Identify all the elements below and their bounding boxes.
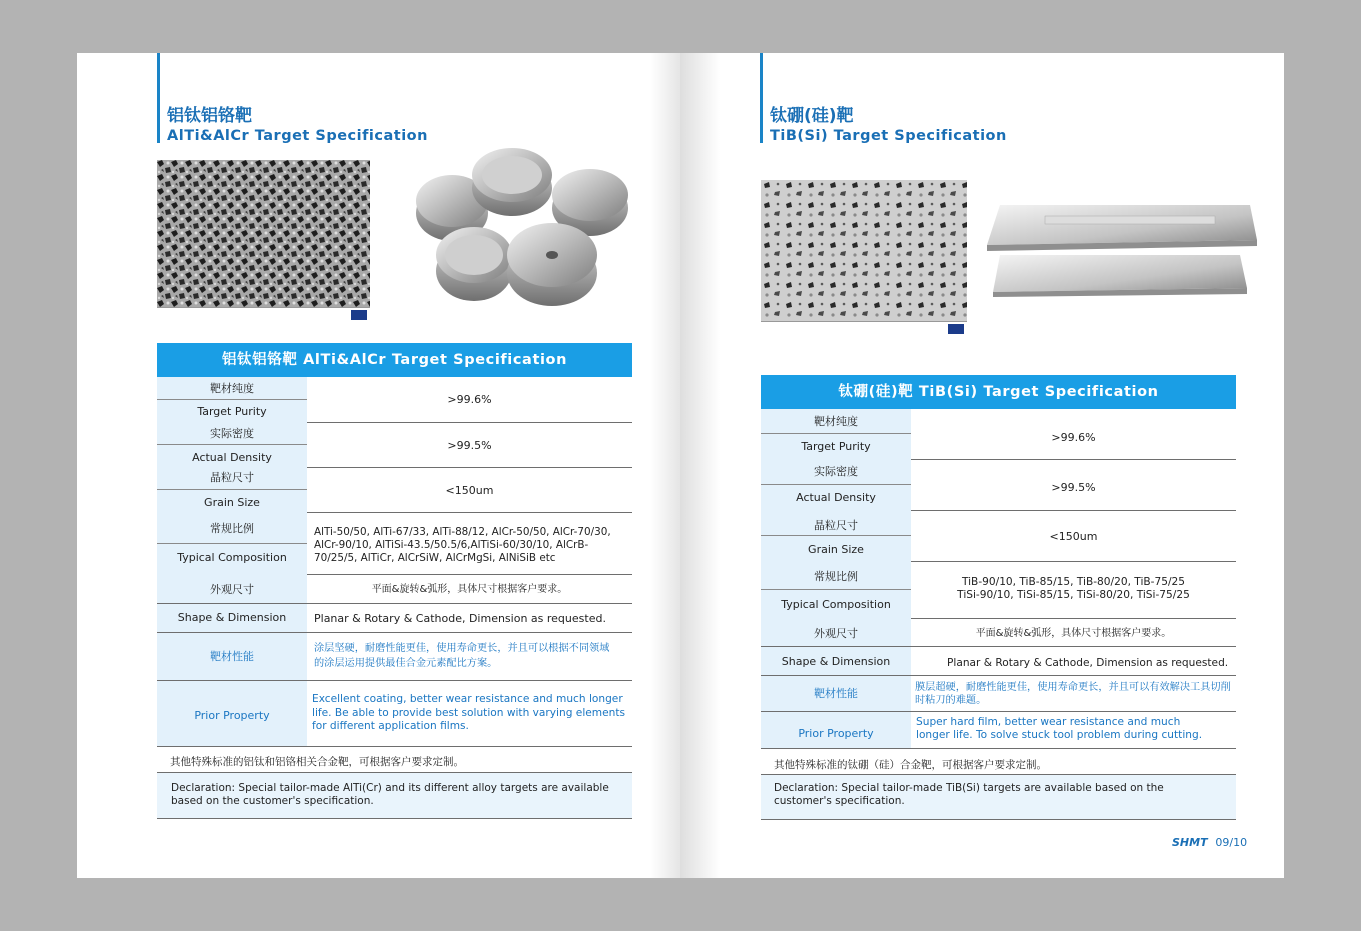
left-page bbox=[77, 53, 680, 878]
spec-table-header: 钛硼(硅)靶 TiB(Si) Target Specification bbox=[761, 375, 1236, 409]
row-value-cn: 平面&旋转&弧形，具体尺寸根据客户要求。 bbox=[975, 628, 1172, 639]
table-row bbox=[761, 712, 1236, 749]
table-row bbox=[157, 633, 632, 681]
row-value: <150um bbox=[1049, 530, 1098, 543]
right-page bbox=[680, 53, 1284, 878]
row-label-cn: 实际密度 bbox=[761, 460, 911, 485]
row-value-cn: 平面&旋转&弧形，具体尺寸根据客户要求。 bbox=[371, 584, 568, 595]
table-row bbox=[761, 647, 1236, 676]
sem-micrograph-image bbox=[157, 160, 370, 320]
row-value: >99.5% bbox=[1051, 481, 1096, 494]
sem-micrograph-image bbox=[761, 180, 967, 334]
title-accent-bar bbox=[760, 53, 763, 143]
row-label-en: Grain Size bbox=[157, 490, 307, 513]
row-label-en: Shape & Dimension bbox=[157, 604, 307, 632]
row-label-cn: 常规比例 bbox=[157, 513, 307, 544]
micrograph-info-bar bbox=[761, 321, 967, 334]
zeiss-logo bbox=[948, 324, 964, 334]
row-label-en: Actual Density bbox=[761, 485, 911, 511]
page-title-en: AlTi&AlCr Target Specification bbox=[167, 128, 428, 144]
declaration-cn: 其他特殊标准的铝钛和铝铬相关合金靶，可根据客户要求定制。 bbox=[170, 756, 464, 768]
row-value-cn: 膜层超硬，耐磨性能更佳，使用寿命更长，并且可以有效解决工具切削时粘刀的难题。 bbox=[915, 682, 1231, 706]
row-value: >99.5% bbox=[447, 439, 492, 452]
declaration-en-row bbox=[761, 775, 1236, 820]
row-value: AlTi-50/50, AlTi-67/33, AlTi-88/12, AlCr-50/50, AlCr-70/30, AlCr-90/10, AlTiSi-43.5/50.5/6,AlTiSi-60/30/10, AlCrB-70/25/5, AlTiCr, AlCrSiW, AlCrMgSi, AlNiSiB etc bbox=[314, 526, 611, 564]
row-label-en: Shape & Dimension bbox=[761, 647, 911, 675]
spec-table-header: 铝钛铝铬靶 AlTi&AlCr Target Specification bbox=[157, 343, 632, 377]
table-row bbox=[157, 575, 632, 604]
row-label-cn: 靶材纯度 bbox=[157, 377, 307, 400]
row-label-en: Target Purity bbox=[157, 400, 307, 423]
row-label-en: Prior Property bbox=[761, 712, 911, 748]
table-row bbox=[761, 511, 1236, 562]
page-numbers: 09/10 bbox=[1215, 836, 1248, 849]
page-title-cn: 钛硼(硅)靶 bbox=[770, 106, 854, 126]
row-value-en: Excellent coating, better wear resistance and much longer life. Be able to provide best solution with varying elements for different application films. bbox=[312, 693, 626, 732]
page-title-en: TiB(Si) Target Specification bbox=[770, 128, 1007, 144]
row-label-en: Typical Composition bbox=[157, 544, 307, 575]
row-label-cn: 靶材性能 bbox=[761, 676, 911, 711]
table-row bbox=[157, 513, 632, 575]
row-value: <150um bbox=[445, 484, 494, 497]
row-label-cn: 靶材纯度 bbox=[761, 409, 911, 434]
row-label-cn: 实际密度 bbox=[157, 423, 307, 445]
row-value: >99.6% bbox=[1051, 431, 1096, 444]
row-label-en: Target Purity bbox=[761, 434, 911, 460]
table-row bbox=[157, 468, 632, 513]
row-value: >99.6% bbox=[447, 393, 492, 406]
table-row bbox=[761, 562, 1236, 619]
table-row bbox=[157, 681, 632, 747]
row-value-en: Planar & Rotary & Cathode, Dimension as requested. bbox=[947, 657, 1229, 669]
page-folio bbox=[1172, 836, 1247, 849]
row-value-line2: TiSi-90/10, TiSi-85/15, TiSi-80/20, TiSi-75/25 bbox=[957, 589, 1190, 601]
declaration-cn: 其他特殊标准的钛硼（硅）合金靶，可根据客户要求定制。 bbox=[774, 759, 1047, 771]
declaration-cn-row bbox=[761, 749, 1236, 775]
row-value-en: Planar & Rotary & Cathode, Dimension as requested. bbox=[314, 612, 606, 625]
declaration-cn-row bbox=[157, 747, 632, 773]
row-label-en: Typical Composition bbox=[761, 590, 911, 619]
title-accent-bar bbox=[157, 53, 160, 143]
row-label-en: Grain Size bbox=[761, 536, 911, 562]
table-row bbox=[157, 423, 632, 468]
brand-mark: SHMT bbox=[1172, 836, 1208, 849]
row-value-en: Super hard film, better wear resistance and much longer life. To solve stuck tool problem during cutting. bbox=[916, 716, 1203, 741]
declaration-en: Declaration: Special tailor-made AlTi(Cr) and its different alloy targets are available based on the customer's specification. bbox=[171, 782, 609, 807]
row-label-cn: 靶材性能 bbox=[157, 633, 307, 680]
row-label-en: Actual Density bbox=[157, 445, 307, 468]
row-label-cn: 晶粒尺寸 bbox=[157, 468, 307, 490]
table-row bbox=[761, 676, 1236, 712]
row-label-cn: 外观尺寸 bbox=[157, 575, 307, 603]
table-row bbox=[761, 460, 1236, 511]
micrograph-info-bar bbox=[157, 307, 370, 320]
row-label-cn: 外观尺寸 bbox=[761, 619, 911, 646]
declaration-en-row bbox=[157, 773, 632, 819]
target-discs-photo bbox=[412, 143, 637, 313]
table-row bbox=[761, 619, 1236, 647]
row-label-cn: 常规比例 bbox=[761, 562, 911, 590]
declaration-en: Declaration: Special tailor-made TiB(Si) targets are available based on the customer's specification. bbox=[774, 782, 1164, 807]
row-label-en: Prior Property bbox=[157, 681, 307, 746]
zeiss-logo bbox=[351, 310, 367, 320]
page-title-cn: 铝钛铝铬靶 bbox=[167, 106, 252, 126]
table-row bbox=[157, 377, 632, 423]
target-plates-photo bbox=[985, 200, 1260, 298]
table-row bbox=[157, 604, 632, 633]
table-row bbox=[761, 409, 1236, 460]
row-label-cn: 晶粒尺寸 bbox=[761, 511, 911, 536]
row-value-line1: TiB-90/10, TiB-85/15, TiB-80/20, TiB-75/25 bbox=[961, 576, 1186, 588]
row-value-cn: 涂层坚硬，耐磨性能更佳，使用寿命更长，并且可以根据不同领域的涂层运用提供最佳合金元素配比方案。 bbox=[314, 643, 610, 669]
